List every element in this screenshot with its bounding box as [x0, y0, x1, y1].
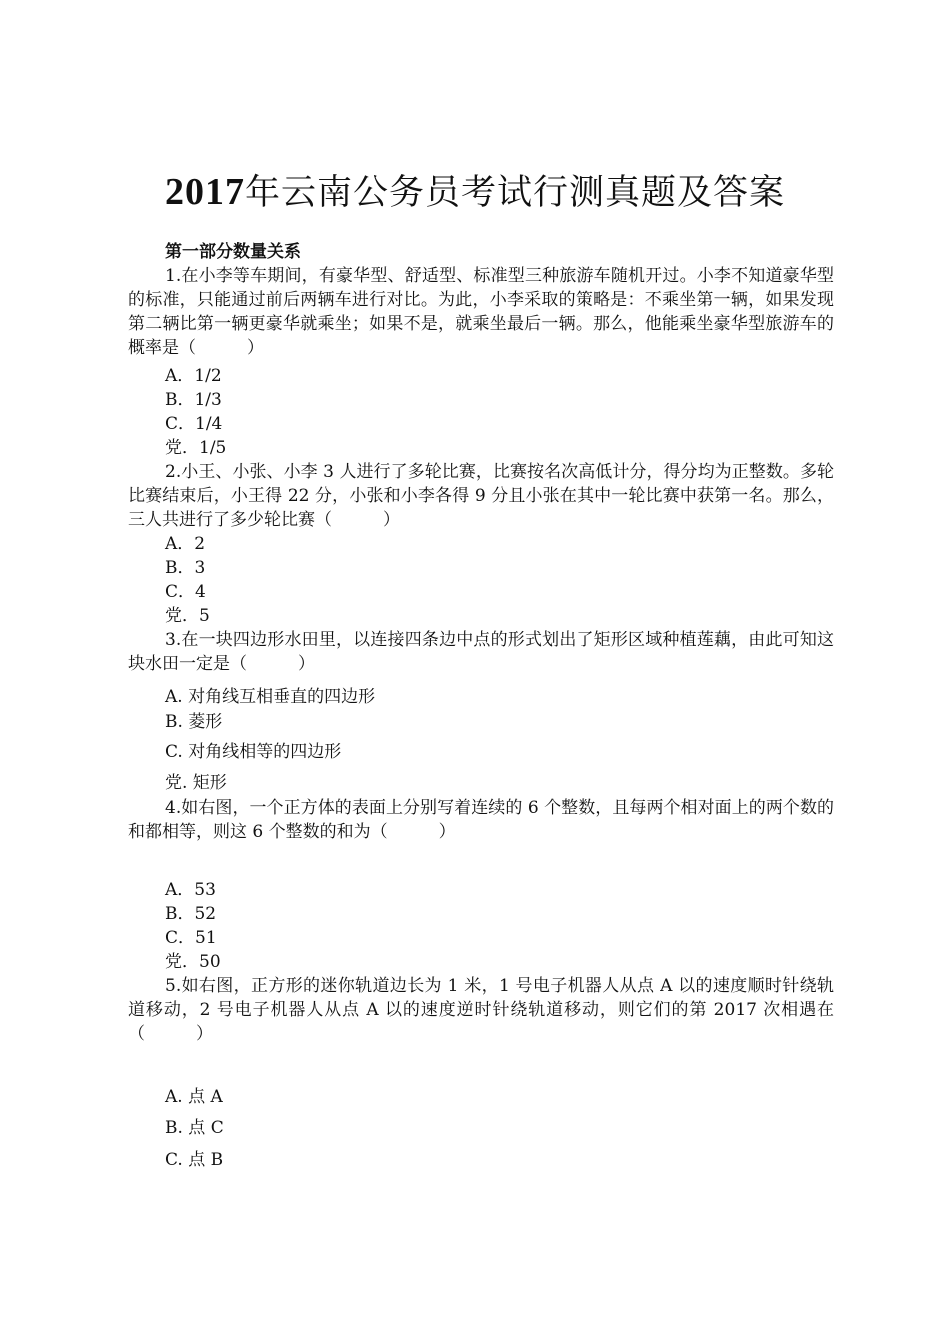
- question-text: 3.在一块四边形水田里，以连接四条边中点的形式划出了矩形区域种植莲藕，由此可知这块水田一定是（ ）: [128, 630, 834, 674]
- question-5-option-c: C. 点 B: [165, 1150, 224, 1170]
- question-2-option-c: C．4: [165, 582, 206, 602]
- question-1-option-a: A．1/2: [165, 366, 222, 386]
- question-5: [128, 974, 834, 1046]
- question-text: 1.在小李等车期间，有豪华型、舒适型、标准型三种旅游车随机开过。小李不知道豪华型的标准，只能通过前后两辆车进行对比。为此，小李采取的策略是：不乘坐第一辆，如果发现第二辆比第一辆更豪华就乘坐；如果不是，就乘坐最后一辆。那么，他能乘坐豪华型旅游车的概率是（ ）: [128, 266, 834, 358]
- question-2: [128, 460, 834, 532]
- question-1-option-c: C．1/4: [165, 414, 223, 434]
- question-3-option-a: A. 对角线互相垂直的四边形: [165, 687, 376, 707]
- question-4-option-a: A．53: [165, 880, 216, 900]
- title-text: 年云南公务员考试行测真题及答案: [244, 173, 785, 213]
- document-title: [0, 168, 950, 217]
- question-5-option-b: B. 点 C: [165, 1118, 224, 1138]
- question-4-option-d: 党．50: [165, 952, 221, 972]
- question-text: 5.如右图，正方形的迷你轨道边长为 1 米，1 号电子机器人从点 A 以的速度顺时针绕轨道移动，2 号电子机器人从点 A 以的速度逆时针绕轨道移动，则它们的第 2017 次相遇在（ ）: [128, 976, 834, 1044]
- question-3: [128, 628, 834, 676]
- question-4: [128, 796, 834, 844]
- question-3-option-c: C. 对角线相等的四边形: [165, 742, 342, 762]
- question-text: 4.如右图，一个正方体的表面上分别写着连续的 6 个整数，且每两个相对面上的两个数的和都相等，则这 6 个整数的和为（ ）: [128, 798, 834, 842]
- question-3-option-b: B. 菱形: [165, 712, 223, 732]
- question-2-option-d: 党．5: [165, 606, 210, 626]
- question-4-option-c: C．51: [165, 928, 217, 948]
- section-heading: 第一部分数量关系: [165, 242, 301, 262]
- question-1: [128, 264, 834, 360]
- question-2-option-a: A．2: [165, 534, 206, 554]
- title-year: 2017: [164, 171, 245, 213]
- question-2-option-b: B．3: [165, 558, 206, 578]
- question-1-option-b: B．1/3: [165, 390, 222, 410]
- question-text: 2.小王、小张、小李 3 人进行了多轮比赛，比赛按名次高低计分，得分均为正整数。多轮比赛结束后，小王得 22 分，小张和小李各得 9 分且小张在其中一轮比赛中获第一名。那么，三人共进行了多少轮比赛（ ）: [128, 462, 834, 530]
- question-3-option-d: 党. 矩形: [165, 773, 227, 793]
- question-1-option-d: 党．1/5: [165, 438, 227, 458]
- question-5-option-a: A. 点 A: [165, 1087, 223, 1107]
- question-4-option-b: B．52: [165, 904, 217, 924]
